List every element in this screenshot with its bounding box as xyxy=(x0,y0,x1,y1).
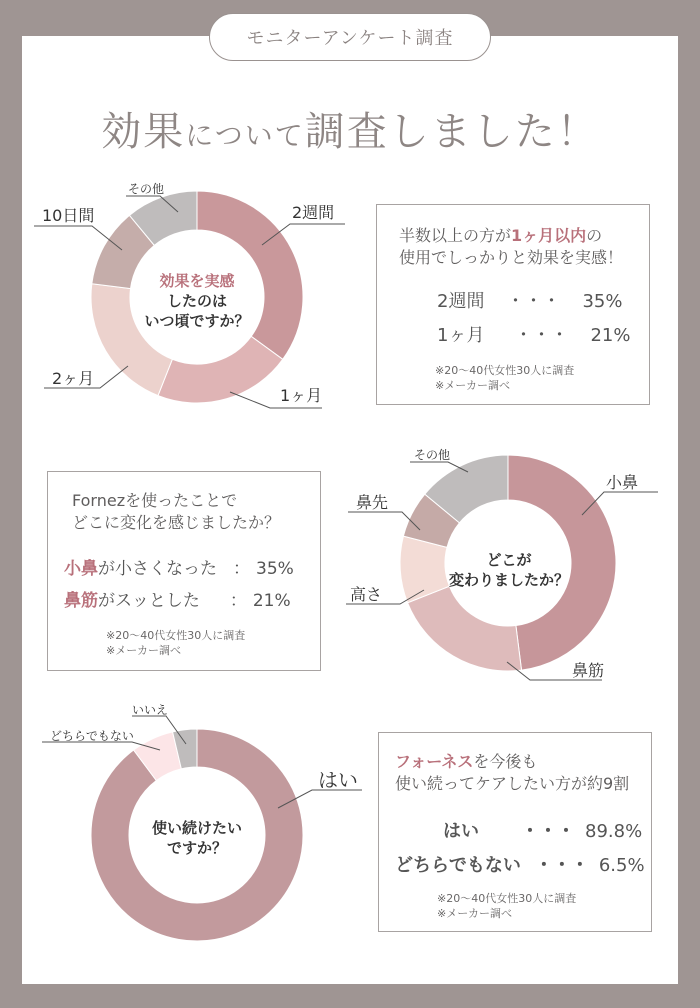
chart3-label-no: いいえ xyxy=(132,703,169,717)
title-part-effect: 効果 xyxy=(101,109,186,155)
title-part-about: について xyxy=(185,119,305,152)
chart2-center-line1: どこが xyxy=(486,551,532,569)
chart3-label-yes: はい xyxy=(318,768,358,792)
box1-row-2weeks: 2週間 ・・・ 35% xyxy=(437,291,623,312)
summary-box-continue xyxy=(378,732,652,932)
box3-notes: ※20～40代女性30人に調査 ※メーカー調べ xyxy=(437,892,577,920)
chart3-center-line1: 使い続けたい xyxy=(151,819,242,837)
box1-row-1month: 1ヶ月 ・・・ 21% xyxy=(437,325,631,346)
chart2-label-bisuji: 鼻筋 xyxy=(572,661,605,680)
chart3-center-line2: ですか？ xyxy=(166,839,227,857)
chart2-center-line2: 変わりましたか？ xyxy=(448,571,569,589)
survey-badge: モニターアンケート調査 xyxy=(209,13,491,61)
chart1-center-line3: いつ頃ですか？ xyxy=(144,312,250,330)
summary-box-area xyxy=(47,471,321,671)
chart2-label-kobana: 小鼻 xyxy=(606,473,639,492)
chart2-label-takasa: 高さ xyxy=(350,585,383,604)
box3-lead: フォーネスを今後も 使い続ってケアしたい方が約9割 xyxy=(395,752,630,793)
box3-row-yes: はい ・・・ 89.8% xyxy=(443,821,643,842)
chart2-label-bisen: 鼻先 xyxy=(356,493,389,512)
chart1-label-2weeks: 2週間 xyxy=(292,203,335,222)
summary-box-timing xyxy=(376,204,650,405)
chart2-label-other: その他 xyxy=(414,448,451,462)
box1-lead: 半数以上の方が1ヶ月以内の 使用でしっかりと効果を実感！ xyxy=(399,226,624,267)
box2-row-bisuji: 鼻筋がスッとした ： 21% xyxy=(64,591,291,611)
chart1-center-line2: したのは xyxy=(166,292,227,310)
chart1-label-other: その他 xyxy=(128,182,165,196)
chart1-center-text xyxy=(137,271,257,331)
chart1-label-10days: 10日間 xyxy=(42,206,95,225)
chart2-slice-2 xyxy=(408,586,522,671)
box2-lead: Fornezを使ったことで どこに変化を感じましたか？ xyxy=(72,491,281,532)
chart2-center-text xyxy=(446,550,572,590)
box2-row-kobana: 小鼻が小さくなった ： 35% xyxy=(64,559,294,579)
box1-notes: ※20～40代女性30人に調査 ※メーカー調べ xyxy=(435,364,575,392)
chart1-label-2months: 2ヶ月 xyxy=(52,369,95,388)
chart1-label-1month: 1ヶ月 xyxy=(280,386,323,405)
title-part-surveyed: 調査しました！ xyxy=(304,109,599,155)
chart3-center-text xyxy=(140,818,254,858)
box3-row-neutral: どちらでもない ・・・ 6.5% xyxy=(395,855,645,876)
box2-notes: ※20～40代女性30人に調査 ※メーカー調べ xyxy=(106,629,246,657)
chart1-center-line1: 効果を実感 xyxy=(159,272,235,290)
chart3-label-neutral: どちらでもない xyxy=(50,729,134,743)
chart1-slice-2 xyxy=(158,336,283,403)
